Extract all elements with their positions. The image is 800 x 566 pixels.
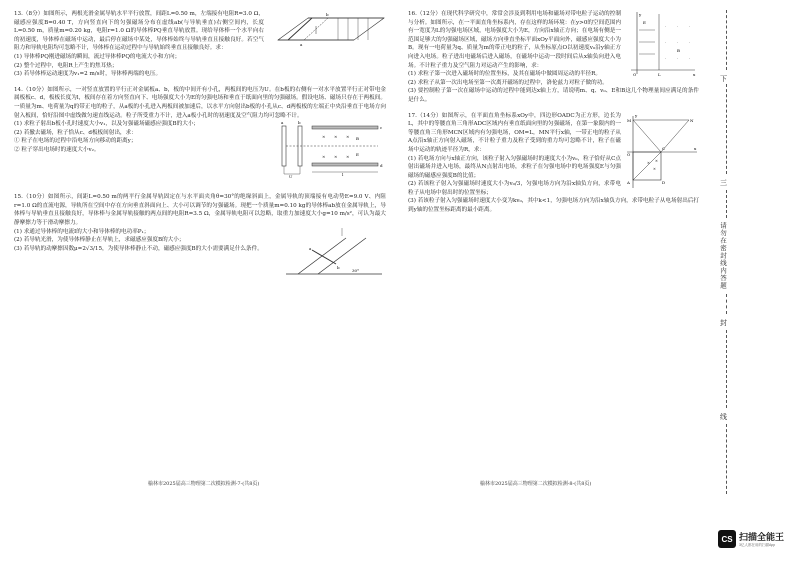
binding-char-mid: 三 [720,179,727,187]
fig14-label-l: l [342,172,344,178]
fig13-label-a: a [300,42,303,47]
svg-text:×: × [653,166,656,171]
q15-stem: 15.（10分）如图所示，间距L=0.50 m的两平行金属导轨固定在与水平面夹角θ=30°的绝缘斜面上，金属导轨的顶端接有电动势E=9.0 V、内阻r=1.0 Ω的直流电源，导轨所在空间中存在方向垂直斜面向上、大小可以调节的匀强磁场。现把一个质量m=0.10 kg的导体棒ab放在金属导轨上，导体棒与导轨垂直且接触良好，导体棒与金属导轨接触的两点间的电阻R=3.5 Ω，金属导轨电阻可以忽略，取重力加速度大小g=10 m/s²，可认为最大静摩擦力等于滑动摩擦力。 [14,194,386,226]
question-16 [408,10,699,105]
svg-text:·: · [677,56,679,61]
q16-item-3: (3) 要控制粒子第一次在磁场中运动的过程中能到达x轴上方，请说明m、q、v₀、E和B这几个物理量间应满足的条件是什么。 [408,88,699,103]
svg-text:·: · [665,24,667,29]
binding-line [712,0,742,566]
q17-stem: 17.（14分）如图所示，在平面直角坐标系xOy中，四边形OADC为正方形，边长为L，其中的等腰直角三角形ADC区域内有垂直纸面向里的匀强磁场，在第一象限内的一等腰直角三角形MCN区域内有匀强电场，OM=L，MN平行x轴，一带正电的粒子从A点沿x轴正方向射入磁场，不计粒子重力及粒子受到的重力均可忽略不计，粒子在磁场中运动的轨迹半径为R，求： [408,112,621,153]
q16-item-1: (1) 求粒子第一次进入磁场时的位置坐标，及其在磁场中做圆周运动的半径R。 [408,71,601,78]
question-17 [408,112,699,215]
svg-text:·: · [689,24,691,29]
q14-item-1: (1) 求粒子射出b板小孔时速度大小v₁，以及匀强磁场磁感应强度B的大小； [14,121,200,128]
fig17-label-x: x [694,145,697,151]
fig16-label-L: L [658,72,661,76]
fig14-label-a: a [281,120,284,126]
fig17-label-O: O [627,151,631,157]
fig17-label-y: y [635,112,638,118]
svg-text:×: × [322,134,326,140]
svg-text:·: · [689,56,691,61]
q16-stem: 16.（12分）在现代科学研究中，常常会涉及到利用电场和磁场对带电粒子运动的控制与分析。如图所示，在一平面直角坐标系内，存在这样的场环境：在y>0的空间范围内有一宽度为L的匀强电场区域，电场强度大小为E，方向沿x轴正方向；在电场有侧是一范围足够大的匀强磁场区域，磁场方向垂直坐标平面xOy平面向外，磁感应强度大小为B。现有一电荷量为q、质量为m的带正电的粒子，从坐标原点O以初速度v₀沿y轴正方向进入电场。粒子进出电磁场后进入磁场，在磁场中运动一段时间后从x轴负向进入电场。不计粒子重力及空气阻力对运动产生的影响，求： [408,11,621,69]
fig13-label-b: b [326,12,329,17]
q17-item-3: (3) 若该粒子射入匀强磁场时速度大小变为kv₀，其中k<1，匀强电场方向为沿x轴负方向，求带电粒子从电场射出后打到y轴的位置坐标距离的最小距离。 [408,198,699,214]
q14-item-4: ② 粒子穿出电场时的速度大小v₂。 [14,146,100,153]
q14-item-3: ① 粒子在电场的过程中沿电场方向移动的距离y； [14,138,137,145]
q13-item-3: (3) 若导体棒运动速度为v₁=2 m/s时，导体棒两端的电压。 [14,71,162,78]
svg-text:×: × [334,154,338,160]
fig14-label-U: U [289,174,293,180]
svg-text:×: × [322,154,326,160]
question-15 [14,193,386,273]
svg-text:×: × [647,160,650,165]
svg-text:·: · [665,40,667,45]
q13-item-1: (1) 导体棒PQ刚进磁场的瞬间，流过导体棒PQ的电流大小和方向； [14,53,181,60]
binding-char-bottom: 线 [720,413,727,421]
figure-13-rails [268,10,386,54]
q13-stem: 13.（8分）如图所示，两根光滑金属导轨水平平行放置，间距L=0.50 m，左端接有电阻R=3.0 Ω，磁感应强度B=0.40 T，方向竖直向下的匀强磁场分布在虚线ab(与导轨垂直)右侧空间内，长度L=0.50 m，质量m=0.20 kg，电阻r=1.0 Ω的导体棒PQ垂直导轨放置。现给导体棒一个水平向右的初速度，导体棒在磁场中运动，最后停在磁场中某处，导体棒始终与导轨垂直且接触良好。若空气阻力和导轨电阻均可忽略不计，导体棒在运动过程中与导轨始终垂直且接触良好。求： [14,11,264,52]
figure-14-plates [276,120,386,184]
fig16-label-E: E [643,20,646,25]
camscanner-watermark [718,530,784,548]
fig16-label-B: B [677,48,680,53]
footer-page-8: 榆林市2025届高三物理第二次模拟检测-8-(共8页) [480,481,592,487]
svg-text:×: × [334,134,338,140]
figure-16-field [625,10,699,76]
figure-17-square [625,112,699,190]
svg-text:×: × [346,134,350,140]
svg-text:·: · [677,24,679,29]
q15-item-2: (2) 若导轨光滑，为使导体棒静止在导轨上，求磁感应强度B的大小； [14,237,185,244]
fig17-label-D: D [662,179,666,185]
question-14 [14,86,386,180]
q17-item-1: (1) 若电场方向与x轴正方向，该粒子射入匀强磁场时的速度大小为v₀，粒子恰好从C点射出磁场并进入电场，最终从N点射出电场，求粒子在匀强电场中的电场强度E与匀强磁场的磁感应强度B的比值； [408,155,621,179]
fig16-label-O: O [633,72,637,76]
fig17-label-N: N [690,117,694,123]
q13-item-2: (2) 整个过程中，电阻R上产生的焦耳热； [14,62,118,69]
q17-item-2: (2) 若该粒子射入匀强磁场时速度大小为v₀/3，匀强电场方向为沿x轴负方向，求带电粒子从电场中射出时的位置坐标； [408,181,621,196]
fig15-label-a: a [309,245,312,251]
fig14-label-c: c [380,125,383,131]
watermark-title: 扫描全能王 [739,532,785,542]
svg-text:×: × [346,154,350,160]
footer-page-7: 榆林市2025届高三物理第二次模拟检测-7-(共8页) [148,481,260,487]
binding-char-top: 下 [720,75,727,83]
q16-item-2: (2) 求粒子从第一次出电场至第一次离开磁场的过程中，洛伦兹力对粒子做的功。 [408,79,608,86]
fig15-label-angle: 30° [352,267,360,273]
q14-stem: 14.（10分）如图所示，一对竖直放置的平行正对金属板a、b，板的中间开有小孔，两板间的电压为U。在b板的右侧有一对水平放置平行正对带电金属板板c、d，板板长度为l，板间存在着方向竖直向下、电场强度大小为E的匀强电场和垂直于纸面向里的匀强磁场。假设电场、磁场只存在于两板间。一质量为m、电荷量为q的带正电的粒子，从a板的小孔进入两板间被加速后，以水平方向射出b板的小孔从c、d两板板的左端正中央沿垂直于电场方向射入板间，恰好沿图中虚线做匀速直线运动。粒子所受重力不计，进入a板小孔时的初速度及空气阻力均可忽略不计。 [14,86,386,119]
fig16-label-y: y [639,12,642,17]
fig16-label-x: x [693,72,696,76]
fig15-label-b: b [337,264,340,270]
binding-note: 请勿在密封线内答题 [719,222,727,290]
question-13 [14,10,386,79]
fig17-label-A: A [627,179,630,185]
q14-item-2: (2) 若撤去磁场，粒子恰从c、d板板间射出，求： [14,129,137,136]
q15-item-1: (1) 求通过导体棒的电流I的大小和导体棒的电功率P₁； [14,228,150,235]
svg-text:·: · [677,40,679,45]
fig17-label-M: M [627,117,632,123]
watermark-subtitle: 3亿人都在用的扫描App [739,543,776,547]
svg-text:×: × [655,158,658,163]
camscanner-logo-icon: CS [718,530,736,548]
q15-item-3: (3) 若导轨的动摩擦因数μ=2√3/15，为使导体棒静止不动，磁感应强度B的大小需要满足什么条件。 [14,245,263,252]
binding-char-low: 封 [720,319,727,327]
right-page [400,0,705,566]
svg-text:·: · [665,56,667,61]
fig14-label-B: B [356,136,359,142]
fig14-label-d: d [380,163,383,169]
fig17-label-C: C [662,145,666,151]
fig14-label-b: b [298,120,301,126]
fig14-label-E: E [356,152,359,158]
figure-15-incline [282,228,386,280]
svg-text:·: · [689,40,691,45]
